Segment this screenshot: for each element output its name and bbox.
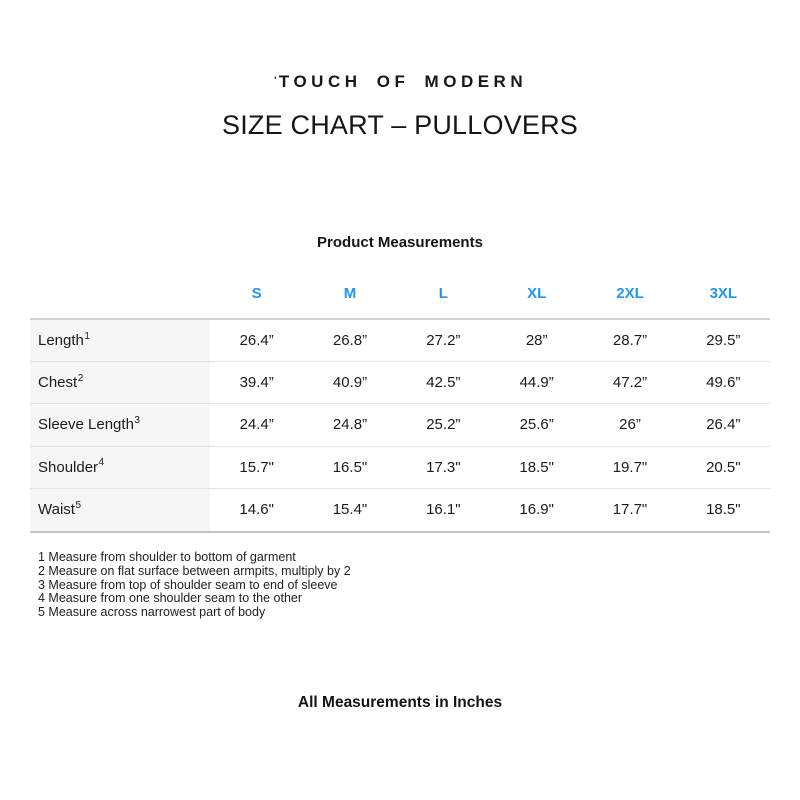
measurement-value: 29.5” — [677, 320, 770, 362]
measurement-value: 26.4” — [677, 404, 770, 446]
table-row-waist — [30, 489, 770, 531]
measurement-value: 20.5" — [677, 447, 770, 489]
column-header-s: S — [251, 284, 262, 302]
measurement-value: 15.4" — [303, 489, 396, 531]
row-label: Shoulder $^4$ — [30, 447, 210, 489]
measurement-value: 17.3" — [397, 447, 490, 489]
footnote-4: 4 Measure from one shoulder seam to the other — [38, 591, 303, 606]
measurement-value: 17.7" — [583, 489, 676, 531]
measurement-value: 25.6” — [490, 404, 583, 446]
row-label: Sleeve Length $^3$ — [30, 404, 210, 446]
measurement-value: 28.7” — [583, 320, 676, 362]
measurement-value: 16.1" — [397, 489, 490, 531]
measurement-value: 44.9” — [490, 362, 583, 404]
row-label: Waist $^5$ — [30, 489, 210, 531]
measurement-value: 39.4” — [210, 362, 303, 404]
row-label: Length $^1$ — [30, 320, 210, 362]
footnote-2: 2 Measure on flat surface between armpits, multiply by 2 — [38, 563, 351, 578]
measurement-value: 14.6" — [210, 489, 303, 531]
measurement-value: 26.4” — [210, 320, 303, 362]
measurement-value: 26” — [583, 404, 676, 446]
footnote-5: 5 Measure across narrowest part of body — [38, 605, 266, 620]
measurement-value: 16.5" — [303, 447, 396, 489]
table-row-sleeve-length — [30, 404, 770, 446]
column-header-xl: XL — [527, 284, 547, 302]
row-label: Chest $^2$ — [30, 362, 210, 404]
column-header-m: M — [343, 284, 357, 302]
measurement-table — [30, 318, 770, 533]
measurement-value: 47.2” — [583, 362, 676, 404]
column-header-3xl: 3XL — [709, 284, 738, 302]
logo-text: TOUCH OF MODERN — [278, 72, 528, 91]
column-header-l: L — [438, 284, 448, 302]
footnote-1: 1 Measure from shoulder to bottom of garment — [38, 550, 296, 564]
measurement-value: 19.7" — [583, 447, 676, 489]
measurement-value: 15.7" — [210, 447, 303, 489]
table-caption: Product Measurements — [317, 234, 483, 251]
logo-tick-mark: ˈ — [272, 74, 278, 91]
measurement-value: 49.6” — [677, 362, 770, 404]
table-row-chest — [30, 362, 770, 404]
header-spacer-cell — [30, 283, 210, 303]
size-header-row — [30, 283, 770, 303]
measurement-value: 18.5" — [490, 447, 583, 489]
footnotes-list — [38, 551, 351, 620]
measurement-value: 26.8” — [303, 320, 396, 362]
measurement-value: 42.5” — [397, 362, 490, 404]
measurement-value: 24.8” — [303, 404, 396, 446]
brand-logo — [0, 72, 800, 92]
column-header-2xl: 2XL — [616, 284, 644, 302]
measurement-value: 24.4” — [210, 404, 303, 446]
footnote-3: 3 Measure from top of shoulder seam to end of sleeve — [38, 577, 338, 592]
measurement-value: 25.2” — [397, 404, 490, 446]
measurement-value: 18.5" — [677, 489, 770, 531]
units-note: All Measurements in Inches — [297, 694, 503, 711]
measurement-value: 16.9" — [490, 489, 583, 531]
measurement-value: 27.2” — [397, 320, 490, 362]
table-row-length — [30, 320, 770, 362]
measurement-value: 40.9” — [303, 362, 396, 404]
table-row-shoulder — [30, 447, 770, 489]
page-title: SIZE CHART – PULLOVERS — [221, 110, 579, 140]
measurement-value: 28” — [490, 320, 583, 362]
